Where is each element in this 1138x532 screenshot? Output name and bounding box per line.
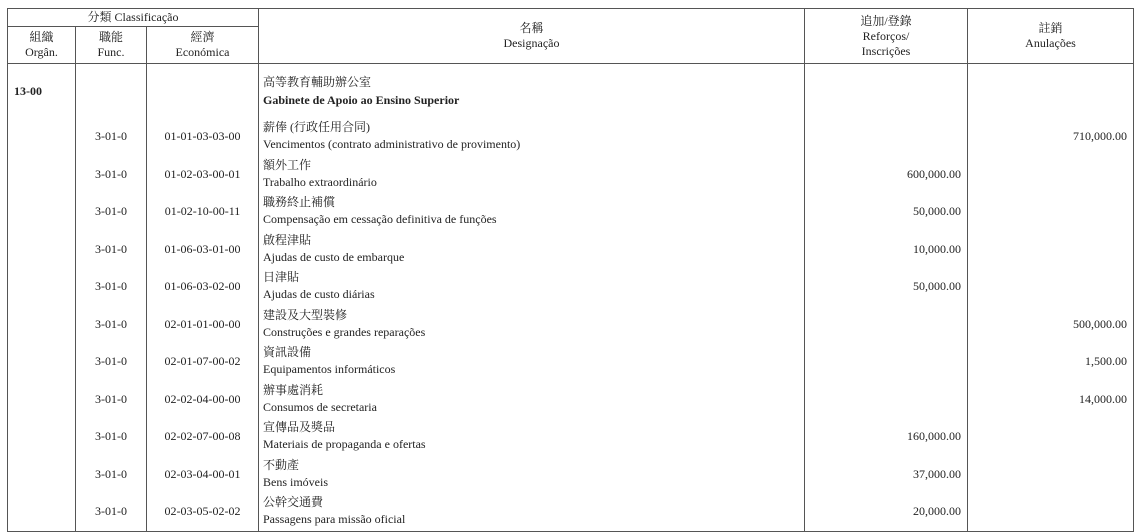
designation-pt: Materiais de propaganda e ofertas: [263, 437, 426, 451]
reforcos-value: 600,000.00: [805, 156, 968, 194]
reforcos-value: 50,000.00: [805, 193, 968, 231]
reforcos-value: 50,000.00: [805, 268, 968, 306]
func-code: 3-01-0: [76, 231, 147, 269]
anulacoes-value: [968, 156, 1134, 194]
budget-table-body: [8, 64, 1134, 532]
econ-code: 02-02-07-00-08: [147, 418, 259, 456]
organ-anulacoes-cell: [968, 64, 1134, 119]
anulacoes-header: [968, 9, 1134, 64]
designation-pt: Equipamentos informáticos: [263, 362, 396, 376]
anulacoes-value: [968, 193, 1134, 231]
reforcos-value: [805, 118, 968, 156]
designation-header: [259, 9, 805, 64]
designation-zh: 公幹交通費: [263, 495, 324, 509]
reforcos-value: 10,000.00: [805, 231, 968, 269]
table-row: [8, 343, 1134, 381]
classification-header: 分類 Classificação: [8, 9, 259, 27]
func-header: [76, 27, 147, 64]
designation-zh: 辦事處消耗: [263, 382, 324, 397]
organ-cell: [8, 231, 76, 269]
designation-pt: Ajudas de custo de embarque: [263, 249, 405, 264]
reforcos-value: [805, 381, 968, 419]
reforcos-header-pt2: Inscrições: [861, 43, 911, 58]
table-row: [8, 381, 1134, 419]
func-code: 3-01-0: [76, 193, 147, 231]
organ-designation: [259, 64, 805, 119]
organ-cell: [8, 456, 76, 494]
table-row: [8, 418, 1134, 456]
designation-header-pt: Designação: [503, 36, 560, 50]
organ-cell: [8, 306, 76, 344]
reforcos-value: [805, 343, 968, 381]
reforcos-header-zh: 追加/登錄: [860, 13, 912, 28]
organ-row: [8, 64, 1134, 119]
designation-cell: [259, 456, 805, 494]
table-row: [8, 456, 1134, 494]
designation-cell: [259, 118, 805, 156]
designation-zh: 宣傳品及獎品: [263, 420, 336, 434]
func-code: 3-01-0: [76, 381, 147, 419]
organ-header: [8, 27, 76, 64]
table-row: [8, 231, 1134, 269]
anulacoes-value: [968, 493, 1134, 531]
designation-cell: [259, 418, 805, 456]
designation-cell: [259, 306, 805, 344]
anulacoes-value: [968, 268, 1134, 306]
anulacoes-value: 710,000.00: [968, 118, 1134, 156]
designation-pt: Passagens para missão oficial: [263, 512, 406, 526]
designation-zh: 職務終止補償: [263, 195, 336, 209]
organ-name-pt: Gabinete de Apoio ao Ensino Superior: [263, 93, 460, 107]
anulacoes-value: 500,000.00: [968, 306, 1134, 344]
organ-reforcos-cell: [805, 64, 968, 119]
econ-code: 02-03-05-02-02: [147, 493, 259, 531]
func-header-pt: Func.: [97, 45, 125, 59]
organ-cell: [8, 268, 76, 306]
reforcos-value: [805, 306, 968, 344]
organ-name-zh: 高等教育輔助辦公室: [263, 75, 372, 89]
organ-code: 13-00: [8, 64, 76, 119]
table-row: [8, 268, 1134, 306]
func-code: 3-01-0: [76, 343, 147, 381]
organ-cell: [8, 118, 76, 156]
func-code: 3-01-0: [76, 156, 147, 194]
designation-zh: 不動產: [263, 457, 300, 472]
econ-code: 01-02-10-00-11: [147, 193, 259, 231]
econ-code: 02-01-01-00-00: [147, 306, 259, 344]
designation-pt: Construções e grandes reparações: [263, 324, 426, 339]
designation-pt: Consumos de secretaria: [263, 399, 377, 414]
designation-cell: [259, 343, 805, 381]
organ-cell: [8, 381, 76, 419]
func-code: 3-01-0: [76, 118, 147, 156]
organ-func-cell: [76, 64, 147, 119]
reforcos-value: 160,000.00: [805, 418, 968, 456]
econ-header-pt: Económica: [175, 45, 230, 59]
designation-zh: 額外工作: [263, 157, 312, 172]
designation-cell: [259, 156, 805, 194]
organ-header-pt: Orgân.: [25, 45, 58, 59]
econ-code: 01-06-03-01-00: [147, 231, 259, 269]
designation-zh: 日津貼: [263, 270, 300, 284]
econ-code: 02-01-07-00-02: [147, 343, 259, 381]
designation-header-zh: 名稱: [519, 21, 544, 35]
table-row: [8, 193, 1134, 231]
func-header-zh: 職能: [98, 30, 123, 44]
econ-code: 02-03-04-00-01: [147, 456, 259, 494]
econ-code: 02-02-04-00-00: [147, 381, 259, 419]
designation-cell: [259, 381, 805, 419]
anulacoes-header-pt: Anulações: [1025, 36, 1076, 50]
anulacoes-value: 14,000.00: [968, 381, 1134, 419]
anulacoes-value: [968, 418, 1134, 456]
designation-pt: Ajudas de custo diárias: [263, 287, 375, 301]
econ-code: 01-02-03-00-01: [147, 156, 259, 194]
table-row: [8, 118, 1134, 156]
econ-code: 01-01-03-03-00: [147, 118, 259, 156]
func-code: 3-01-0: [76, 493, 147, 531]
anulacoes-header-zh: 註銷: [1038, 21, 1063, 35]
reforcos-header-pt1: Reforços/: [862, 28, 910, 43]
table-row: [8, 306, 1134, 344]
organ-cell: [8, 343, 76, 381]
anulacoes-value: [968, 456, 1134, 494]
organ-header-zh: 組織: [29, 30, 54, 44]
table-row: [8, 156, 1134, 194]
reforcos-value: 37,000.00: [805, 456, 968, 494]
designation-pt: Vencimentos (contrato administrativo de provimento): [263, 137, 521, 151]
designation-pt: Trabalho extraordinário: [263, 174, 377, 189]
func-code: 3-01-0: [76, 456, 147, 494]
organ-cell: [8, 193, 76, 231]
designation-cell: [259, 493, 805, 531]
anulacoes-value: 1,500.00: [968, 343, 1134, 381]
designation-pt: Bens imóveis: [263, 474, 328, 489]
designation-zh: 建設及大型裝修: [263, 307, 348, 322]
reforcos-header: [805, 9, 968, 64]
designation-cell: [259, 231, 805, 269]
func-code: 3-01-0: [76, 268, 147, 306]
designation-pt: Compensação em cessação definitiva de funções: [263, 212, 497, 226]
table-row: [8, 493, 1134, 531]
anulacoes-value: [968, 231, 1134, 269]
designation-cell: [259, 268, 805, 306]
econ-code: 01-06-03-02-00: [147, 268, 259, 306]
func-code: 3-01-0: [76, 306, 147, 344]
reforcos-value: 20,000.00: [805, 493, 968, 531]
budget-table: [7, 8, 1134, 532]
designation-zh: 薪俸 (行政任用合同): [263, 120, 370, 134]
econ-header: [147, 27, 259, 64]
econ-header-zh: 經濟: [190, 30, 215, 44]
header-row-top: [8, 9, 1134, 27]
organ-econ-cell: [147, 64, 259, 119]
organ-cell: [8, 493, 76, 531]
designation-cell: [259, 193, 805, 231]
organ-cell: [8, 156, 76, 194]
designation-zh: 啟程津貼: [263, 232, 312, 247]
func-code: 3-01-0: [76, 418, 147, 456]
organ-cell: [8, 418, 76, 456]
designation-zh: 資訊設備: [263, 345, 312, 359]
